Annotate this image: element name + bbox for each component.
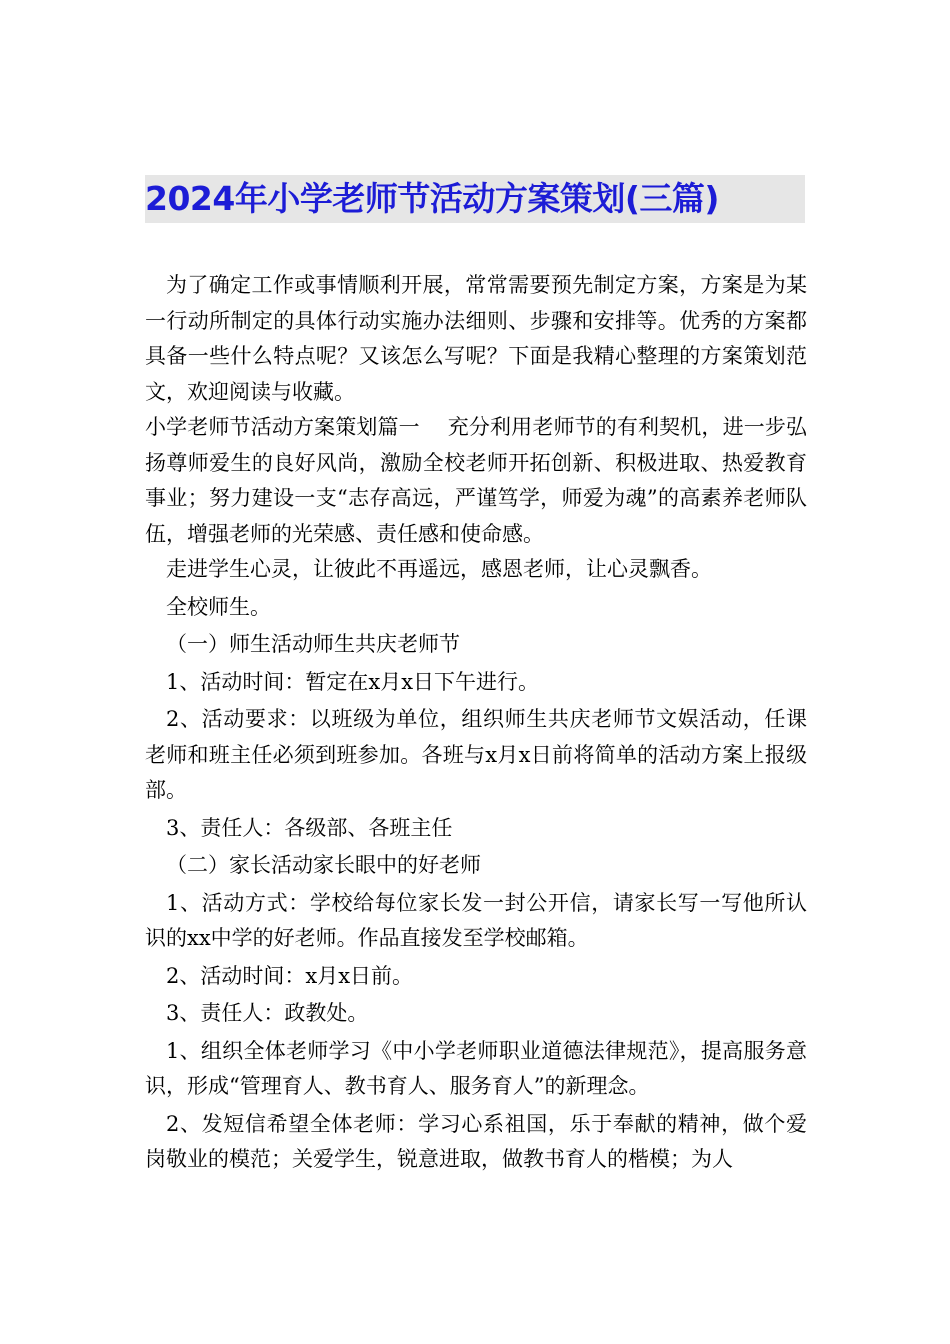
document-body — [145, 268, 807, 1178]
intro-paragraph: 为了确定工作或事情顺利开展，常常需要预先制定方案，方案是为某一行动所制定的具体行动实施办法细则、步骤和安排等。优秀的方案都具备一些什么特点呢？又该怎么写呢？下面是我精心整理的方案策划范文，欢迎阅读与收藏。 — [145, 273, 807, 404]
list-item: 2、活动要求：以班级为单位，组织师生共庆老师节文娱活动，任课老师和班主任必须到班参加。各班与x月x日前将简单的活动方案上报级部。 — [145, 707, 807, 802]
subsection-heading: （二）家长活动家长眼中的好老师 — [166, 853, 481, 877]
list-item: 2、活动时间：x月x日前。 — [166, 963, 414, 988]
subsection-heading: （一）师生活动师生共庆老师节 — [166, 632, 460, 656]
list-item: 1、活动方式：学校给每位家长发一封公开信，请家长写一写他所认识的xx中学的好老师。作品直接发至学校邮箱。 — [145, 890, 807, 950]
list-item: 3、责任人：政教处。 — [166, 1001, 369, 1025]
theme-paragraph: 走进学生心灵，让彼此不再遥远，感恩老师，让心灵飘香。 — [166, 557, 712, 581]
title-highlight — [145, 175, 805, 223]
participants-paragraph: 全校师生。 — [166, 594, 271, 619]
document-title: 2024年小学老师节活动方案策划(三篇) — [145, 179, 720, 218]
list-item: 1、活动时间：暂定在x月x日下午进行。 — [166, 669, 540, 694]
list-item: 2、发短信希望全体老师：学习心系祖国，乐于奉献的精神，做个爱岗敬业的模范；关爱学生，锐意进取，做教书育人的楷模；为人 — [145, 1111, 807, 1171]
list-item: 3、责任人：各级部、各班主任 — [166, 815, 453, 840]
section-paragraph: 小学老师节活动方案策划篇一 充分利用老师节的有利契机，进一步弘扬尊师爱生的良好风尚，激励全校老师开拓创新、积极进取、热爱教育事业；努力建设一支“志存高远，严谨笃学，师爱为魂”的高素养老师队伍，增强老师的光荣感、责任感和使命感。 — [145, 415, 807, 546]
list-item: 1、组织全体老师学习《中小学老师职业道德法律规范》，提高服务意识，形成“管理育人、教书育人、服务育人”的新理念。 — [145, 1038, 807, 1098]
